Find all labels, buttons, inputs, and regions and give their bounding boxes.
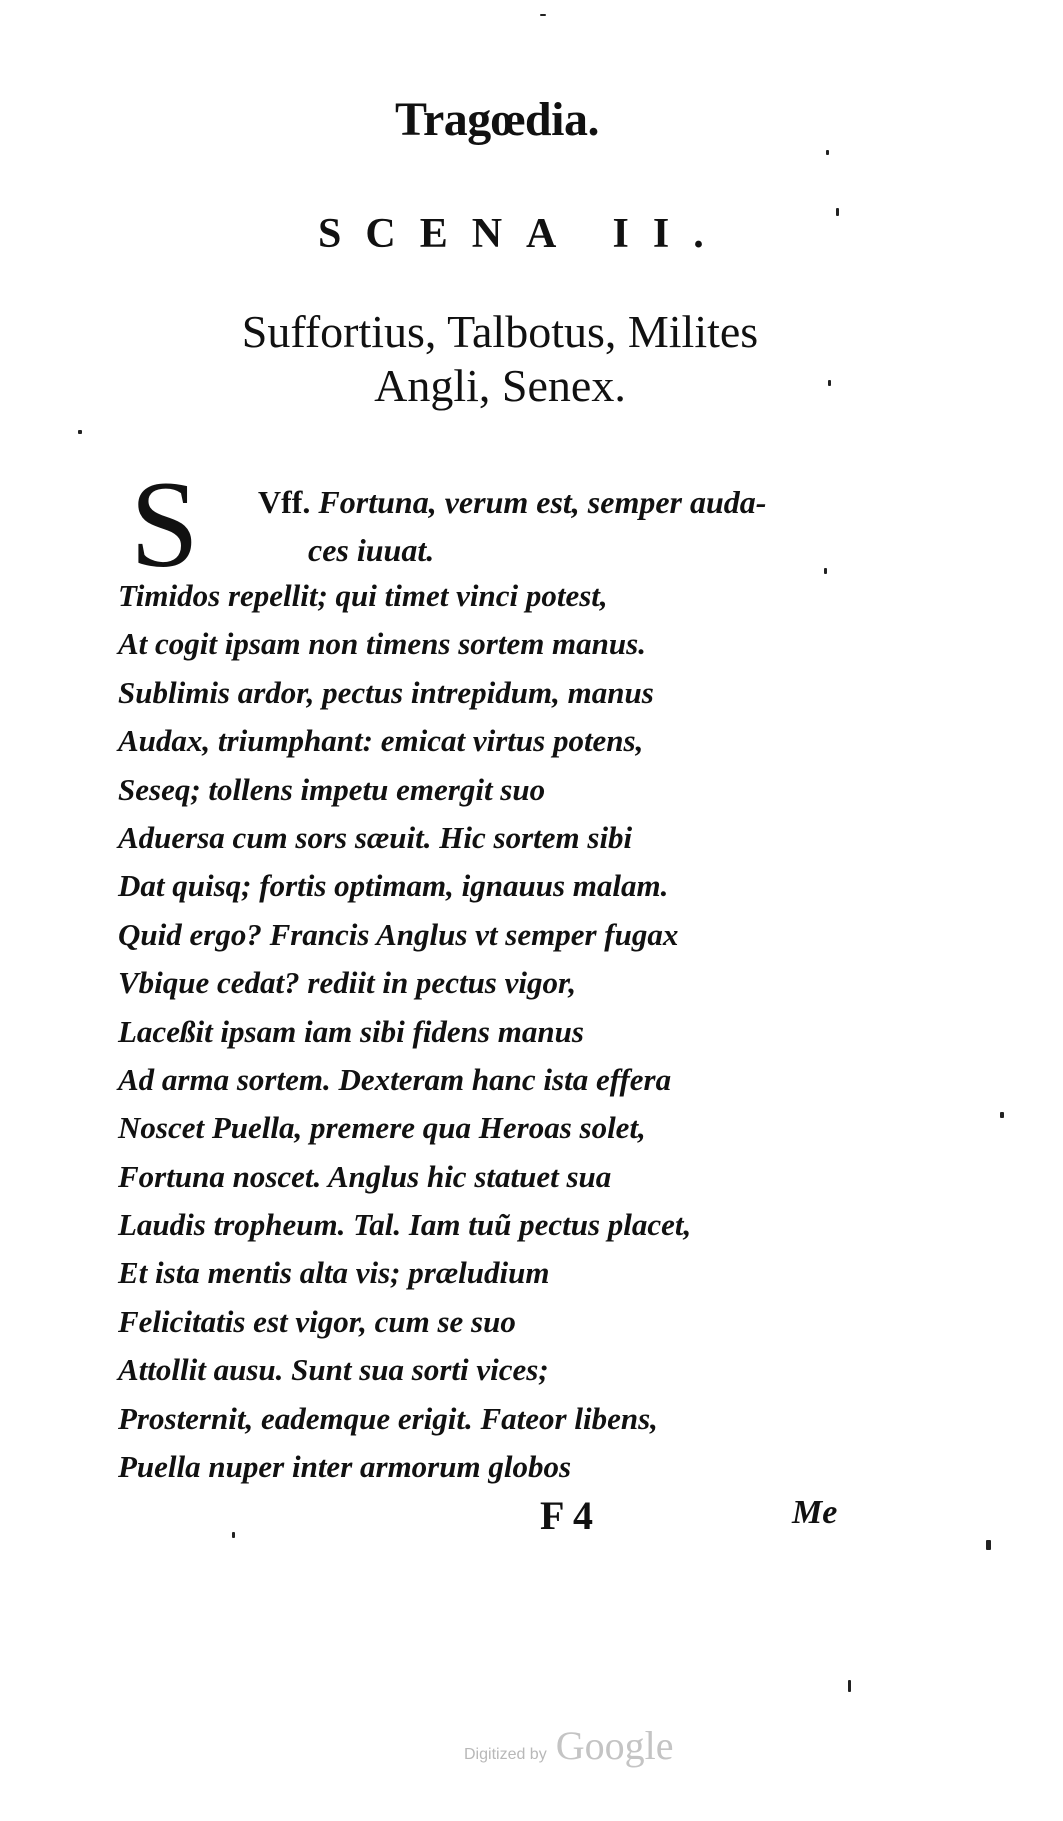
scan-speck <box>1000 1112 1004 1118</box>
verse-line: Quid ergo? Francis Anglus vt semper fugax <box>118 916 679 952</box>
verse-line: Timidos repellit; qui timet vinci potest, <box>118 578 608 613</box>
google-logo: Google <box>555 1723 674 1768</box>
scan-speck <box>986 1540 991 1550</box>
speaker-abbrev: Vff. <box>258 484 311 520</box>
personae-line-2: Angli, Senex. <box>374 360 626 411</box>
scan-speck <box>540 14 546 16</box>
scan-speck <box>826 150 829 155</box>
scene-title: SCENA II. <box>318 211 728 257</box>
verse-line: At cogit ipsam non timens sortem manus. <box>118 626 646 662</box>
verse-line: Aduersa cum sors sæuit. Hic sortem sibi <box>118 819 633 855</box>
watermark-prefix: Digitized by <box>464 1746 547 1763</box>
scan-speck <box>836 208 839 216</box>
dramatis-personae <box>160 305 840 413</box>
verse-line: Puella nuper inter armorum globos <box>118 1449 572 1485</box>
verse-line: Audax, triumphant: emicat virtus potens, <box>118 723 644 759</box>
verse-line: Felicitatis est vigor, cum se suo <box>118 1303 516 1339</box>
scan-speck <box>824 568 827 574</box>
signature-mark: F 4 <box>540 1493 593 1538</box>
verse-line: Et ista mentis alta vis; præludium <box>118 1255 550 1291</box>
verse-line: Laceßit ipsam iam sibi fidens manus <box>118 1013 584 1049</box>
verse-line: Dat quisq; fortis optimam, ignauus malam. <box>118 868 669 904</box>
verse-line: Sublimis ardor, pectus intrepidum, manus <box>118 674 654 710</box>
catchword: Me <box>792 1494 838 1531</box>
verse-line: Laudis tropheum. Tal. Iam tuũ pectus placet, <box>118 1207 692 1243</box>
scan-speck <box>848 1680 851 1692</box>
verse-block <box>118 578 691 1497</box>
verse-line: Ad arma sortem. Dexteram hanc ista effera <box>118 1061 672 1097</box>
verse-line-continuation: ces iuuat. <box>308 532 435 568</box>
scan-speck <box>232 1532 235 1538</box>
scan-speck <box>78 430 82 434</box>
running-head: Tragœdia. <box>395 93 599 146</box>
digitized-watermark <box>464 1722 674 1769</box>
personae-line-1: Suffortius, Talbotus, Milites <box>241 306 759 357</box>
verse-line-first <box>258 484 766 521</box>
verse-line: Attollit ausu. Sunt sua sorti vices; <box>118 1352 549 1388</box>
verse-line: Noscet Puella, premere qua Heroas solet, <box>118 1110 646 1146</box>
drop-capital: S <box>130 456 199 593</box>
verse-text: Fortuna, verum est, semper auda- <box>318 484 767 520</box>
verse-line: Seseq; tollens impetu emergit suo <box>118 771 546 807</box>
verse-line: Vbique cedat? rediit in pectus vigor, <box>118 965 577 1001</box>
verse-line: Prosternit, eademque erigit. Fateor libens, <box>118 1400 658 1436</box>
scan-speck <box>828 380 831 386</box>
verse-line: Fortuna noscet. Anglus hic statuet sua <box>118 1158 612 1194</box>
